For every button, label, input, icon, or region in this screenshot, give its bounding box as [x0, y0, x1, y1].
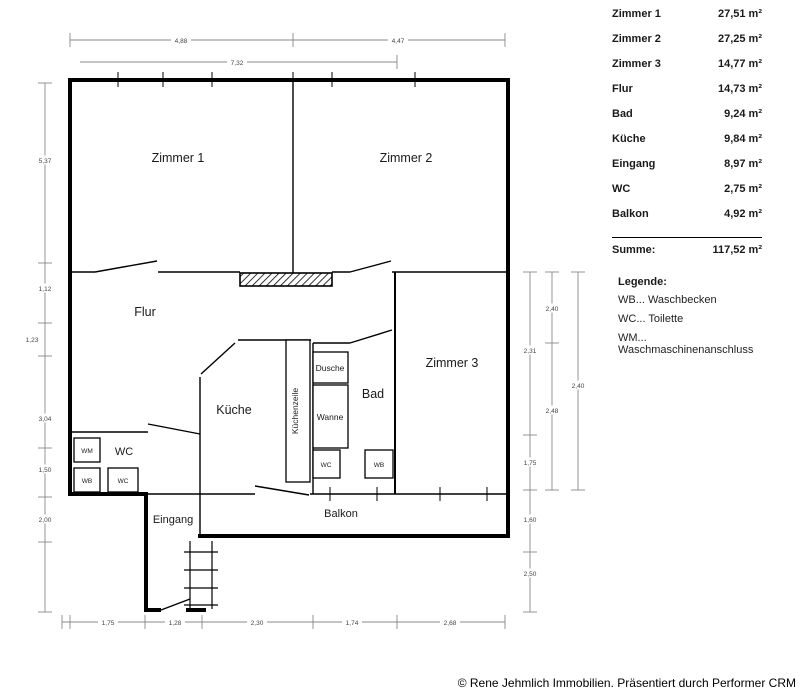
- door-swing-balkon: [255, 486, 309, 495]
- area-room-name: Zimmer 2: [612, 33, 661, 45]
- room-label-kueche: Küche: [216, 403, 252, 417]
- area-table-row: [612, 58, 762, 83]
- dim-bottom-5: 2,68: [443, 620, 457, 627]
- door-swing-flur-left: [95, 261, 157, 272]
- legend-item-wb: WB... Waschbecken: [618, 294, 717, 306]
- dim-top-2: 4,47: [391, 38, 405, 45]
- fixture-label-wc2: WC: [117, 478, 129, 485]
- copyright-text: © Rene Jehmlich Immobilien. Präsentiert durch Performer CRM: [457, 676, 796, 690]
- dim-top-1: 4,88: [174, 38, 188, 45]
- dim-right3-1: 2,40: [571, 383, 585, 390]
- dim-right2-2: 2,48: [545, 408, 559, 415]
- fixture-label-wc: WC: [320, 462, 332, 469]
- dim-right1-4: 2,50: [523, 571, 537, 578]
- dimension-lines: [38, 33, 585, 629]
- room-label-zimmer3: Zimmer 3: [425, 356, 479, 370]
- legend: [612, 276, 762, 356]
- fixture-label-wanne: Wanne: [316, 412, 344, 422]
- area-room-name: Zimmer 3: [612, 58, 661, 70]
- room-label-eingang: Eingang: [152, 514, 194, 526]
- door-swing-bad: [350, 330, 392, 343]
- room-label-zimmer1: Zimmer 1: [151, 151, 205, 165]
- dim-right1-2: 1,75: [523, 460, 537, 467]
- room-label-bad: Bad: [361, 387, 385, 401]
- dim-left-1: 5,37: [38, 158, 52, 165]
- area-room-value: 9,84 m²: [724, 133, 762, 145]
- area-room-value: 9,24 m²: [724, 108, 762, 120]
- legend-item-wm: WM... Waschmaschinenanschluss: [618, 332, 754, 356]
- fixture-label-dusche: Dusche: [315, 363, 345, 373]
- area-room-name: Bad: [612, 108, 633, 120]
- fixture-label-wb: WB: [373, 462, 385, 469]
- fixture-label-kuechenzeile: Küchenzeile: [290, 387, 300, 435]
- door-swing-flur-right: [350, 261, 391, 272]
- summe-value: 117,52 m²: [712, 244, 762, 256]
- area-table-row: [612, 158, 762, 183]
- area-table-row: [612, 83, 762, 108]
- area-room-name: Küche: [612, 133, 646, 145]
- area-table-row: [612, 8, 762, 33]
- shaft-hatched: [240, 273, 332, 286]
- area-table-row: [612, 208, 762, 233]
- dim-left-3: 1,23: [25, 337, 39, 344]
- dimension-labels: [22, 36, 588, 628]
- area-room-value: 2,75 m²: [724, 183, 762, 195]
- summe-row: [612, 238, 762, 268]
- fixture-label-wb2: WB: [81, 478, 93, 485]
- legend-item-wc: WC... Toilette: [618, 313, 684, 325]
- dim-bottom-2: 1,28: [168, 620, 182, 627]
- area-room-name: Balkon: [612, 208, 649, 220]
- area-room-value: 8,97 m²: [724, 158, 762, 170]
- fixture-label-wm: WM: [81, 448, 93, 455]
- area-room-value: 27,51 m²: [717, 8, 762, 20]
- area-table-row: [612, 183, 762, 208]
- legend-title: Legende:: [618, 276, 667, 288]
- dim-bottom-1: 1,75: [101, 620, 115, 627]
- dim-left-4: 3,04: [38, 416, 52, 423]
- dim-bottom-3: 2,30: [250, 620, 264, 627]
- area-room-name: Eingang: [612, 158, 656, 170]
- dim-right2-1: 2,40: [545, 306, 559, 313]
- dim-left-2: 1,12: [38, 286, 52, 293]
- dim-bottom-4: 1,74: [345, 620, 359, 627]
- area-panel: [612, 8, 762, 363]
- area-room-name: Flur: [612, 83, 633, 95]
- area-table-row: [612, 33, 762, 58]
- summe-label: Summe:: [612, 244, 656, 256]
- dim-left-6: 2,00: [38, 517, 52, 524]
- door-swing-kueche: [201, 343, 235, 374]
- area-table-row: [612, 108, 762, 133]
- room-label-flur: Flur: [134, 305, 156, 319]
- area-room-value: 27,25 m²: [717, 33, 762, 45]
- room-label-balkon: Balkon: [324, 508, 358, 520]
- door-swing-wc: [148, 424, 200, 434]
- area-room-value: 4,92 m²: [724, 208, 762, 220]
- room-label-zimmer2: Zimmer 2: [379, 151, 433, 165]
- dim-right1-1: 2,31: [523, 348, 537, 355]
- area-table-row: [612, 133, 762, 158]
- dim-top-3: 7,32: [230, 60, 244, 67]
- area-room-value: 14,77 m²: [717, 58, 762, 70]
- area-room-name: WC: [612, 183, 631, 195]
- room-label-wc: WC: [114, 446, 134, 458]
- dim-left-5: 1,50: [38, 467, 52, 474]
- dim-right1-3: 1,60: [523, 517, 537, 524]
- area-room-name: Zimmer 1: [612, 8, 661, 20]
- area-room-value: 14,73 m²: [717, 83, 762, 95]
